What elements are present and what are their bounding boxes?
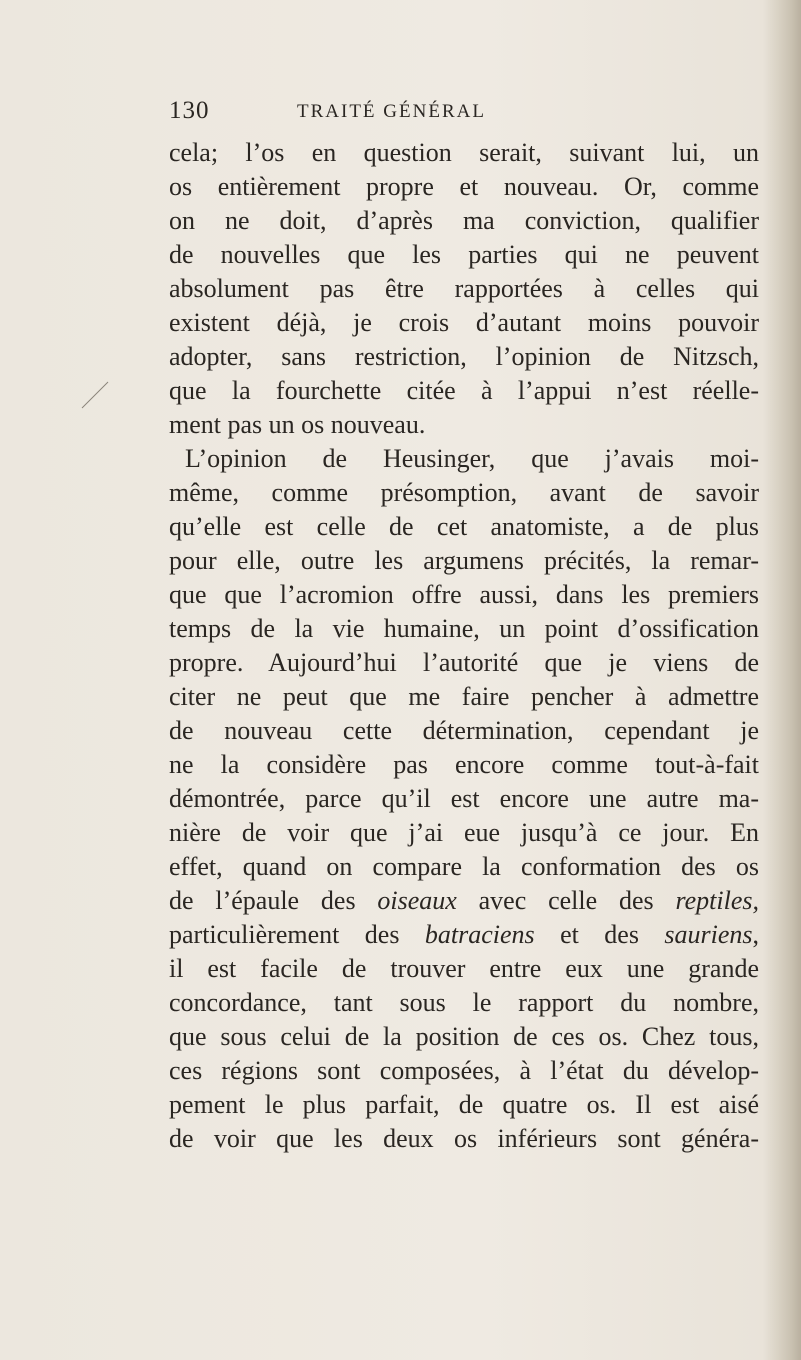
text-line: ces régions sont composées, à l’état du dévelop- bbox=[169, 1056, 759, 1085]
text-line: propre. Aujourd’hui l’autorité que je viens de bbox=[169, 648, 759, 677]
text-run: , bbox=[752, 920, 759, 949]
text-line: qu’elle est celle de cet anatomiste, a de plus bbox=[169, 512, 759, 541]
text-line: que sous celui de la position de ces os. Chez tous, bbox=[169, 1022, 759, 1051]
text-line: existent déjà, je crois d’autant moins pouvoir bbox=[169, 308, 759, 337]
page-gutter-shadow bbox=[763, 0, 801, 1360]
text-line: que que l’acromion offre aussi, dans les premiers bbox=[169, 580, 759, 609]
text-line: effet, quand on compare la conformation des os bbox=[169, 852, 759, 881]
text-line: de nouveau cette détermination, cependant je bbox=[169, 716, 759, 745]
text-line: que la fourchette citée à l’appui n’est réelle- bbox=[169, 376, 759, 405]
text-line: pour elle, outre les argumens précités, la remar- bbox=[169, 546, 759, 575]
text-line: temps de la vie humaine, un point d’ossification bbox=[169, 614, 759, 643]
italic-term: sauriens bbox=[664, 920, 753, 949]
body-text bbox=[169, 136, 759, 1156]
page-header bbox=[169, 97, 569, 125]
pencil-mark bbox=[80, 380, 110, 410]
text-line: concordance, tant sous le rapport du nombre, bbox=[169, 988, 759, 1017]
text-line: nière de voir que j’ai eue jusqu’à ce jour. En bbox=[169, 818, 759, 847]
text-line: il est facile de trouver entre eux une grande bbox=[169, 954, 759, 983]
italic-term: batraciens bbox=[424, 920, 535, 949]
text-line: ne la considère pas encore comme tout-à-fait bbox=[169, 750, 759, 779]
text-line: cela; l’os en question serait, suivant lui, un bbox=[169, 138, 759, 167]
text-line: de nouvelles que les parties qui ne peuvent bbox=[169, 240, 759, 269]
text-run: de l’épaule des bbox=[169, 886, 378, 915]
text-line-mixed bbox=[169, 884, 759, 918]
text-line: citer ne peut que me faire pencher à admettre bbox=[169, 682, 759, 711]
text-run: avec celle des bbox=[456, 886, 676, 915]
text-line: absolument pas être rapportées à celles qui bbox=[169, 274, 759, 303]
text-run: particulièrement des bbox=[169, 920, 425, 949]
page-number: 130 bbox=[169, 97, 210, 124]
text-line: os entièrement propre et nouveau. Or, comme bbox=[169, 172, 759, 201]
text-run: et des bbox=[534, 920, 665, 949]
text-line: de voir que les deux os inférieurs sont généra- bbox=[169, 1124, 759, 1153]
text-line: L’opinion de Heusinger, que j’avais moi- bbox=[185, 444, 759, 473]
text-line: ment pas un os nouveau. bbox=[169, 410, 426, 439]
running-title: TRAITÉ GÉNÉRAL bbox=[297, 101, 486, 122]
text-line-mixed bbox=[169, 918, 759, 952]
text-line: démontrée, parce qu’il est encore une autre ma- bbox=[169, 784, 759, 813]
italic-term: oiseaux bbox=[377, 886, 457, 915]
text-line: adopter, sans restriction, l’opinion de Nitzsch, bbox=[169, 342, 759, 371]
text-line: pement le plus parfait, de quatre os. Il est aisé bbox=[169, 1090, 759, 1119]
text-line: on ne doit, d’après ma conviction, qualifier bbox=[169, 206, 759, 235]
text-line: même, comme présomption, avant de savoir bbox=[169, 478, 759, 507]
italic-term: reptiles, bbox=[675, 886, 759, 915]
